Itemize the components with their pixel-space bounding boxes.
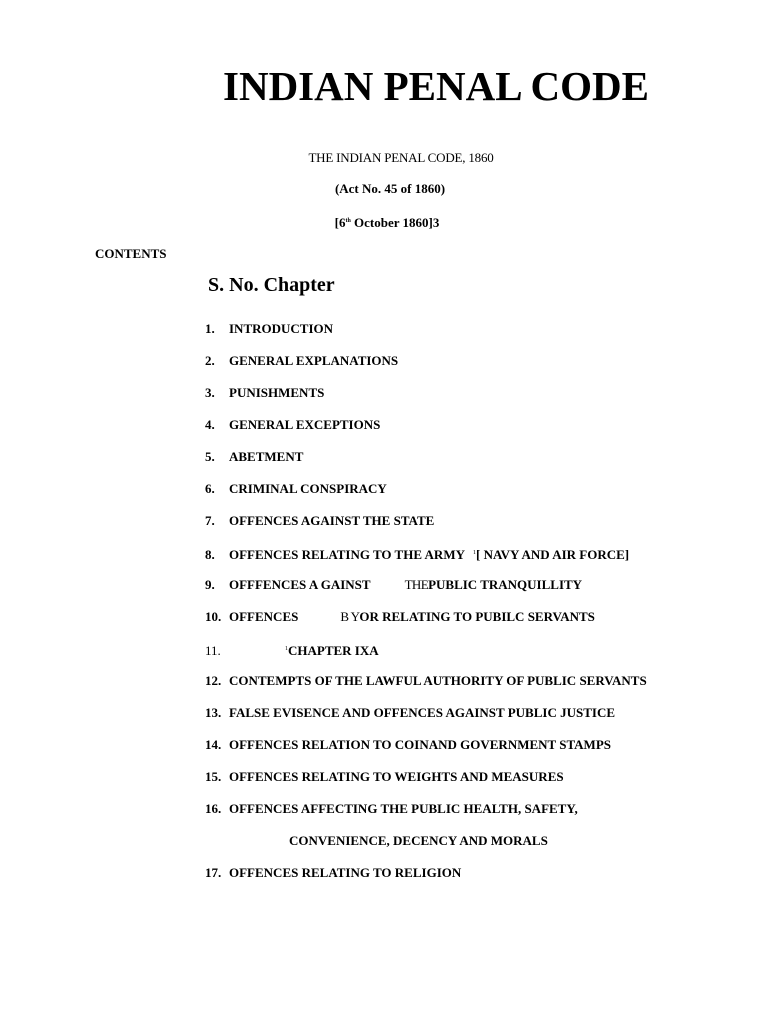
chapter-number: 10.	[205, 609, 222, 624]
chapter-number: 13.	[205, 705, 222, 720]
chapter-title: ABETMENT	[229, 449, 304, 464]
date-ordinal: th	[345, 218, 351, 224]
chapter-number: 3.	[205, 385, 215, 400]
chapter-row	[205, 672, 647, 690]
chapter-row	[205, 480, 387, 498]
enactment-date	[0, 212, 768, 232]
act-number: (Act No. 45 of 1860)	[334, 181, 446, 196]
chapter-number: 12.	[205, 673, 222, 688]
chapter-number: 14.	[205, 737, 222, 752]
table-header: S. No. Chapter	[208, 274, 335, 296]
chapter-row	[205, 704, 615, 722]
chapter-title: OFFENCES RELATING TO RELIGION	[229, 865, 462, 880]
date-rest: October 1860]3	[350, 215, 440, 230]
chapter-title: CHAPTER IXA	[288, 643, 379, 658]
chapter-title-continued: OR RELATING TO PUBILC SERVANTS	[359, 609, 595, 624]
chapter-title-word: THE	[404, 577, 429, 592]
chapter-title-continued: [ NAVY AND AIR FORCE]	[475, 547, 630, 562]
chapter-row	[205, 608, 595, 626]
chapter-row	[205, 448, 303, 466]
chapter-number: 11.	[205, 643, 221, 658]
chapter-number: 8.	[205, 547, 215, 562]
footnote-marker: 1	[285, 646, 288, 652]
chapter-title: OFFENCES RELATING TO WEIGHTS AND MEASURES	[229, 769, 564, 784]
contents-label: CONTENTS	[95, 246, 167, 261]
document-title: INDIAN PENAL CODE	[223, 63, 649, 109]
chapter-title: OFFENCES AGAINST THE STATE	[229, 513, 435, 528]
chapter-row	[205, 768, 564, 786]
chapter-title: CONTEMPTS OF THE LAWFUL AUTHORITY OF PUBLIC SERVANTS	[229, 673, 647, 688]
chapter-title: OFFENCES RELATING TO THE ARMY	[229, 547, 465, 562]
chapter-number: 15.	[205, 769, 222, 784]
chapter-number: 7.	[205, 513, 215, 528]
chapter-number: 1.	[205, 321, 215, 336]
chapter-row	[205, 576, 582, 594]
chapter-row	[205, 352, 398, 370]
chapter-title: OFFENCES RELATION TO COINAND GOVERNMENT STAMPS	[229, 737, 611, 752]
chapter-number: 17.	[205, 865, 222, 880]
chapter-title-continuation: CONVENIENCE, DECENCY AND MORALS	[289, 833, 548, 848]
chapter-row	[205, 544, 629, 564]
chapter-title-word: B Y	[340, 609, 360, 624]
chapter-title: OFFENCES AFFECTING THE PUBLIC HEALTH, SAFETY,	[229, 801, 578, 816]
chapter-title: OFFENCES	[229, 609, 299, 624]
chapter-number: 2.	[205, 353, 215, 368]
footnote-marker: 1	[472, 550, 476, 556]
chapter-title: FALSE EVISENCE AND OFFENCES AGAINST PUBLIC JUSTICE	[229, 705, 616, 720]
chapter-number: 6.	[205, 481, 215, 496]
chapter-title: GENERAL EXCEPTIONS	[229, 417, 381, 432]
chapter-title: INTRODUCTION	[229, 321, 334, 336]
chapter-row	[205, 384, 324, 402]
chapter-row	[205, 640, 379, 660]
chapter-title: GENERAL EXPLANATIONS	[229, 353, 399, 368]
chapter-number: 4.	[205, 417, 215, 432]
chapter-title: OFFFENCES A GAINST	[229, 577, 371, 592]
date-open: [6	[334, 215, 346, 230]
chapter-row	[205, 736, 611, 754]
chapter-row	[205, 864, 461, 882]
document-subtitle: THE INDIAN PENAL CODE, 1860	[308, 150, 494, 165]
chapter-title: CRIMINAL CONSPIRACY	[229, 481, 387, 496]
chapter-number: 9.	[205, 577, 215, 592]
chapter-number: 5.	[205, 449, 215, 464]
chapter-number: 16.	[205, 801, 222, 816]
chapter-row	[205, 320, 333, 338]
chapter-title-continued: PUBLIC TRANQUILLITY	[428, 577, 583, 592]
chapter-row	[205, 416, 380, 434]
chapter-row	[205, 800, 578, 818]
chapter-row	[205, 512, 434, 530]
chapter-title: PUNISHMENTS	[229, 385, 325, 400]
